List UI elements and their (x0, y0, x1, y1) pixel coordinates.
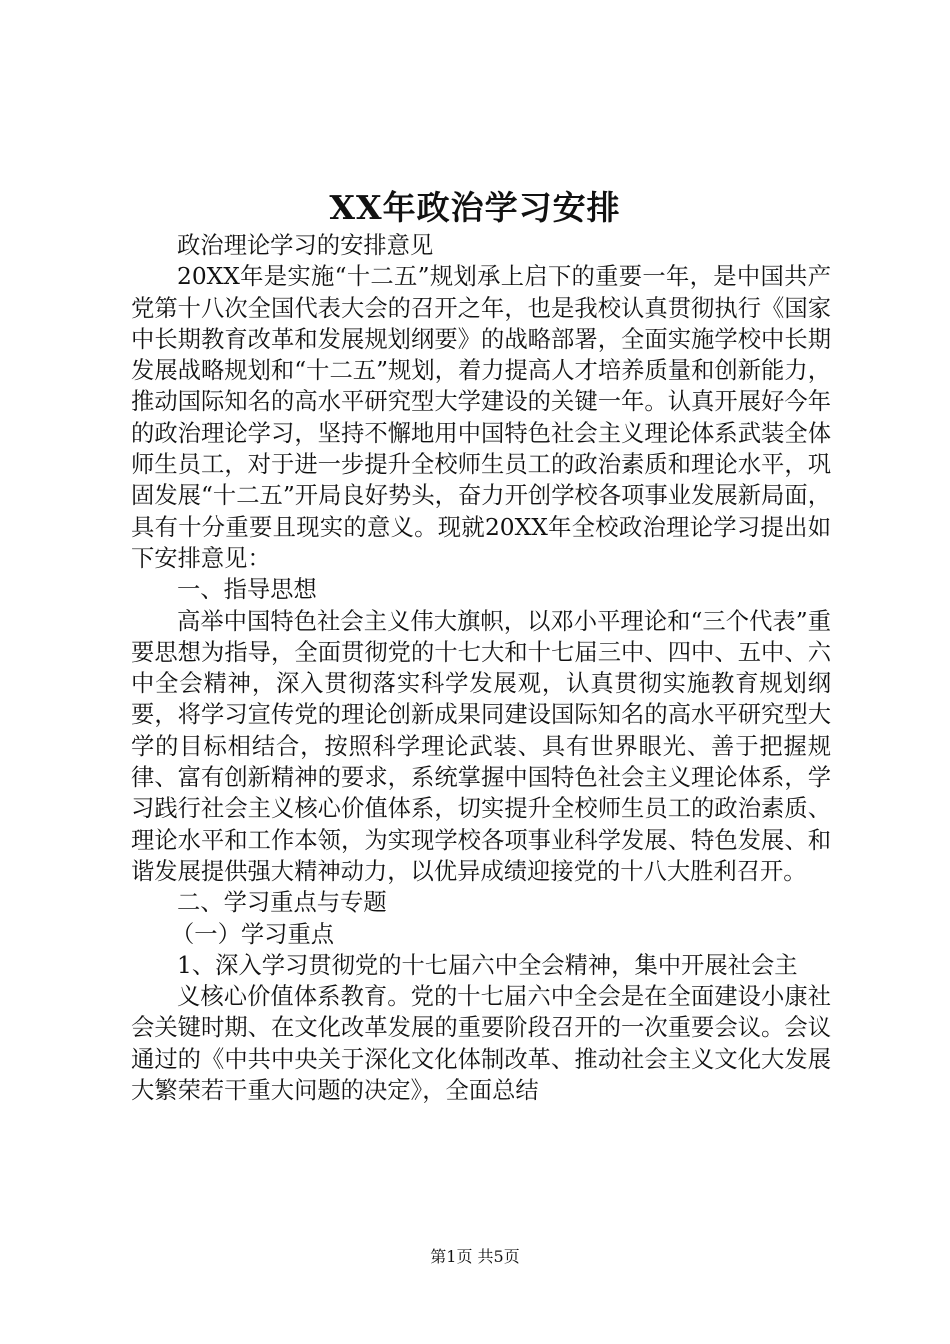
paragraph: 高举中国特色社会主义伟大旗帜，以邓小平理论和“三个代表”重要思想为指导，全面贯彻党的十七大和十七届三中、四中、五中、六中全会精神，深入贯彻落实科学发展观，认真贯彻实施教育规划纲要，将学习宣传党的理论创新成果同建设国际知名的高水平研究型大学的目标相结合，按照科学理论武装、具有世界眼光、善于把握规律、富有创新精神的要求，系统掌握中国特色社会主义理论体系，学习践行社会主义核心价值体系，切实提升全校师生员工的政治素质、理论水平和工作本领，为实现学校各项事业科学发展、特色发展、和谐发展提供强大精神动力，以优异成绩迎接党的十八大胜利召开。 (131, 607, 831, 885)
page-number-footer: 第1页 共5页 (430, 1247, 520, 1266)
section-heading: 政治理论学习的安排意见 (177, 232, 434, 259)
section-heading: 一、指导思想 (177, 576, 317, 604)
document-body (131, 230, 831, 1106)
paragraph: 1、深入学习贯彻党的十七届六中全会精神，集中开展社会主 (177, 951, 798, 979)
paragraph: 义核心价值体系教育。党的十七届六中全会是在全面建设小康社会关键时期、在文化改革发展的重要阶段召开的一次重要会议。会议通过的《中共中央关于深化文化体制改革、推动社会主义文化大发展大繁荣若干重大问题的决定》，全面总结 (131, 983, 831, 1105)
paragraph: 20XX年是实施“十二五”规划承上启下的重要一年，是中国共产党第十八次全国代表大会的召开之年，也是我校认真贯彻执行《国家中长期教育改革和发展规划纲要》的战略部署，全面实施学校中长期发展战略规划和“十二五”规划，着力提高人才培养质量和创新能力，推动国际知名的高水平研究型大学建设的关键一年。认真开展好今年的政治理论学习，坚持不懈地用中国特色社会主义理论体系武装全体师生员工，对于进一步提升全校师生员工的政治素质和理论水平，巩固发展“十二五”开局良好势头，奋力开创学校各项事业发展新局面，具有十分重要且现实的意义。现就20XX年全校政治理论学习提出如下安排意见： (131, 263, 831, 572)
subsection-heading: （一）学习重点 (171, 920, 335, 948)
section-heading: 二、学习重点与专题 (177, 889, 387, 917)
document-title: XX年政治学习安排 (329, 188, 621, 227)
